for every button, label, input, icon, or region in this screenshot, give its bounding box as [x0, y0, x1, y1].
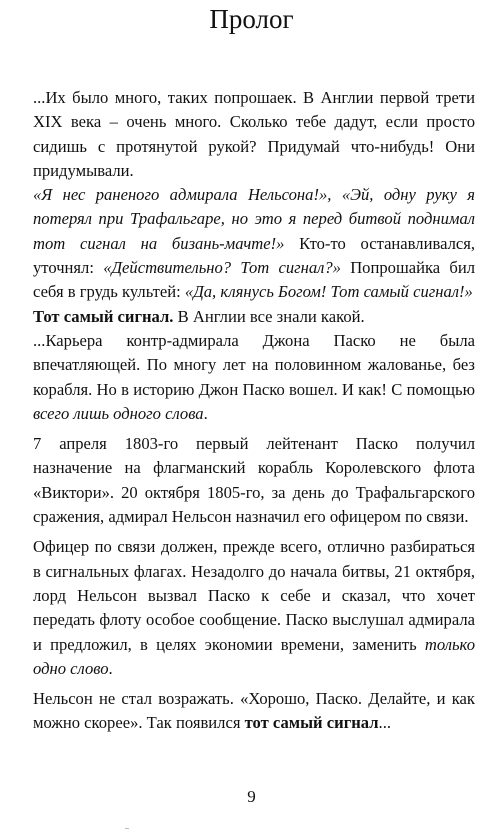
paragraph-2-quote-3: «Да, клянусь Богом! Тот самый сигнал!»: [184, 282, 473, 302]
scan-speck: [125, 828, 129, 829]
paragraph-7-text-2: ...: [378, 713, 391, 733]
paragraph-2-text-1: Кто-то останавливался, уточнял:: [33, 233, 476, 278]
paragraph-4-italic: всего лишь одного слова: [33, 403, 204, 423]
paragraph-7: [33, 687, 475, 736]
paragraph-4-text-2: .: [203, 403, 208, 423]
paragraph-7-bold: тот самый сигнал: [244, 713, 379, 733]
paragraph-1: [33, 86, 475, 183]
paragraph-7-text-1: Нельсон не стал возражать. «Хорошо, Паско. Делайте, и как можно скорее». Так появился: [33, 689, 475, 733]
paragraph-4-text-1: ...Карьера контр-адмирала Джона Паско не была впечатляющей. По многу лет на половинном жалованье, без корабля. Но в историю Джон Паско вошел. И как! С помощью: [33, 330, 475, 399]
paragraph-5: [33, 432, 475, 529]
paragraph-3: [33, 305, 475, 329]
paragraph-6: [33, 535, 475, 681]
page-number: 9: [247, 787, 256, 806]
paragraph-6-italic: только одно слово: [33, 634, 475, 678]
paragraph-2-quote-1: «Я нес раненого адмирала Нельсона!», «Эй, одну руку я потерял при Трафальгаре, но это я перед битвой поднимал тот сигнал на бизань-мачте!»: [33, 185, 475, 253]
paragraph-2: [33, 183, 475, 304]
paragraph-2-text-2: Попрошайка бил себя в грудь культей:: [33, 258, 475, 302]
paragraph-2-quote-2: «Действительно? Тот сигнал?»: [103, 258, 341, 278]
paragraph-5-text: 7 апреля 1803-го первый лейтенант Паско получил назначение на флагманский корабль Королевского флота «Виктори». 20 октября 1805-го, за день до Трафальгарского сражения, адмирал Нельсон назначил его офицером по связи.: [33, 434, 475, 527]
chapter-title: Пролог: [209, 4, 294, 34]
body-text: [33, 86, 475, 736]
paragraph-4: [33, 329, 475, 426]
paragraph-6-text-1: Офицер по связи должен, прежде всего, отлично разбираться в сигнальных флагах. Незадолго до начала битвы, 21 октября, лорд Нельсон вызвал Паско к себе и сказал, что хочет передать флоту особое сообщение. Паско выслушал адмирала и предложил, в целях экономии времени, заменить: [33, 537, 475, 654]
paragraph-3-bold: Тот самый сигнал.: [33, 306, 174, 326]
paragraph-3-text: В Англии все знали какой.: [173, 306, 365, 326]
paragraph-1-text: ...Их было много, таких попрошаек. В Англии первой трети XIX века – очень много. Сколько тебе дадут, если просто сидишь с протянутой рукой? Придумай что-нибудь! Они придумывали.: [33, 88, 475, 180]
paragraph-6-text-2: .: [108, 658, 113, 678]
